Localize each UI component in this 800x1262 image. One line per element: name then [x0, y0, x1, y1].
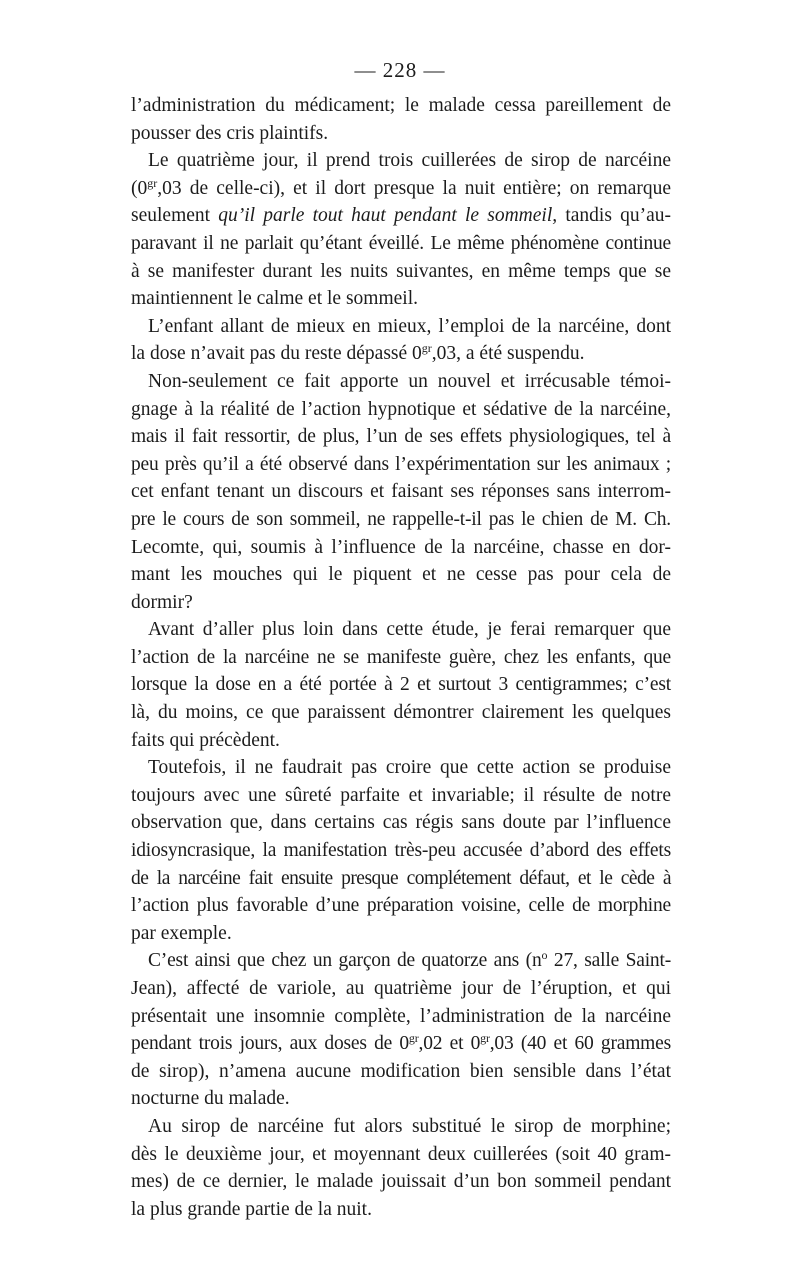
page-number: — 228 —: [354, 58, 446, 82]
text-line: mant les mouches qui le piquent et ne cesse pas pour cela de: [131, 564, 671, 586]
text-line: l’administration du médicament; le malade cessa pareillement de: [131, 95, 671, 116]
text-line: pre le cours de son sommeil, ne rappelle-t-il pas le chien de M. Ch.: [131, 508, 671, 530]
text-line: à se manifester durant les nuits suivantes, en même temps que se: [131, 260, 671, 282]
italic-phrase: qu’il parle tout haut pendant le sommeil,: [218, 205, 558, 227]
text-line: la dose n’avait pas du reste dépassé $0^{gr},03$, a été suspendu.: [131, 341, 585, 365]
text-line: Jean), affecté de variole, au quatrième jour de l’éruption, et qui: [131, 978, 671, 999]
text-line: la plus grande partie de la nuit.: [131, 1198, 372, 1220]
text-line: l’action plus favorable d’une préparation voisine, celle de morphine: [131, 895, 671, 917]
text-line: L’enfant allant de mieux en mieux, l’emploi de la narcéine, dont: [148, 315, 671, 337]
text-line: toujours avec une sûreté parfaite et invariable; il résulte de notre: [131, 784, 671, 806]
text-line: Au sirop de narcéine fut alors substitué le sirop de morphine;: [148, 1115, 671, 1137]
text-line: mes) de ce dernier, le malade jouissait d’un bon sommeil pendant: [131, 1171, 671, 1193]
text-line: lorsque la dose en a été portée à 2 et surtout 3 centigrammes; c’est: [131, 674, 671, 696]
text-line: dès le deuxième jour, et moyennant deux cuillerées (soit 40 gram-: [131, 1143, 671, 1165]
text-line: de la narcéine fait ensuite presque complétement défaut, et le cède à: [131, 867, 671, 889]
text-line: seulement qu’il parle tout haut pendant le sommeil, tandis qu’au-: [131, 205, 671, 227]
text-line: gnage à la réalité de l’action hypnotique et sédative de la narcéine,: [131, 398, 671, 420]
text-line: Toutefois, il ne faudrait pas croire que cette action se produise: [148, 757, 671, 779]
text-line: de sirop), n’amena aucune modification bien sensible dans l’état: [131, 1060, 671, 1082]
text-line: paravant il ne parlait qu’étant éveillé. Le même phénomène continue: [131, 232, 671, 254]
text-line: là, du moins, ce que paraissent démontrer clairement les quelques: [131, 702, 671, 724]
text-line: pousser des cris plaintifs.: [131, 122, 329, 144]
text-line: mais il fait ressortir, de plus, l’un de ses effets physiologiques, tel à: [131, 426, 671, 448]
text-line: ($0^{gr},03$ de celle-ci), et il dort presque la nuit entière; on remarque: [131, 175, 671, 199]
text-line: nocturne du malade.: [131, 1088, 290, 1110]
text-line: pendant trois jours, aux doses de $0^{gr},02$ et $0^{gr},03$ (40 et 60 grammes: [131, 1031, 671, 1055]
text-line: peu près qu’il a été observé dans l’expérimentation sur les animaux ;: [131, 453, 671, 475]
text-line: Non-seulement ce fait apporte un nouvel et irrécusable témoi-: [148, 370, 671, 392]
text-line: observation que, dans certains cas régis sans doute par l’influence: [131, 812, 671, 834]
text-line: l’action de la narcéine ne se manifeste guère, chez les enfants, que: [131, 646, 671, 668]
text-line: Le quatrième jour, il prend trois cuillerées de sirop de narcéine: [148, 150, 671, 172]
text-line: idiosyncrasique, la manifestation très-peu accusée d’abord des effets: [131, 840, 671, 862]
text-line: Avant d’aller plus loin dans cette étude, je ferai remarquer que: [148, 619, 671, 641]
text-line: faits qui précèdent.: [131, 729, 280, 751]
body-text: [131, 92, 671, 1223]
text-line: présentait une insomnie complète, l’administration de la narcéine: [131, 1005, 671, 1027]
text-line: Lecomte, qui, soumis à l’influence de la narcéine, chasse en dor-: [131, 536, 671, 558]
text-line: cet enfant tenant un discours et faisant ses réponses sans interrom-: [131, 481, 671, 503]
text-line: maintiennent le calme et le sommeil.: [131, 288, 418, 310]
text-line: dormir?: [131, 591, 193, 613]
text-line: par exemple.: [131, 922, 232, 944]
text-line: C’est ainsi que chez un garçon de quatorze ans ($n^o$ 27, salle Saint-: [148, 948, 671, 972]
